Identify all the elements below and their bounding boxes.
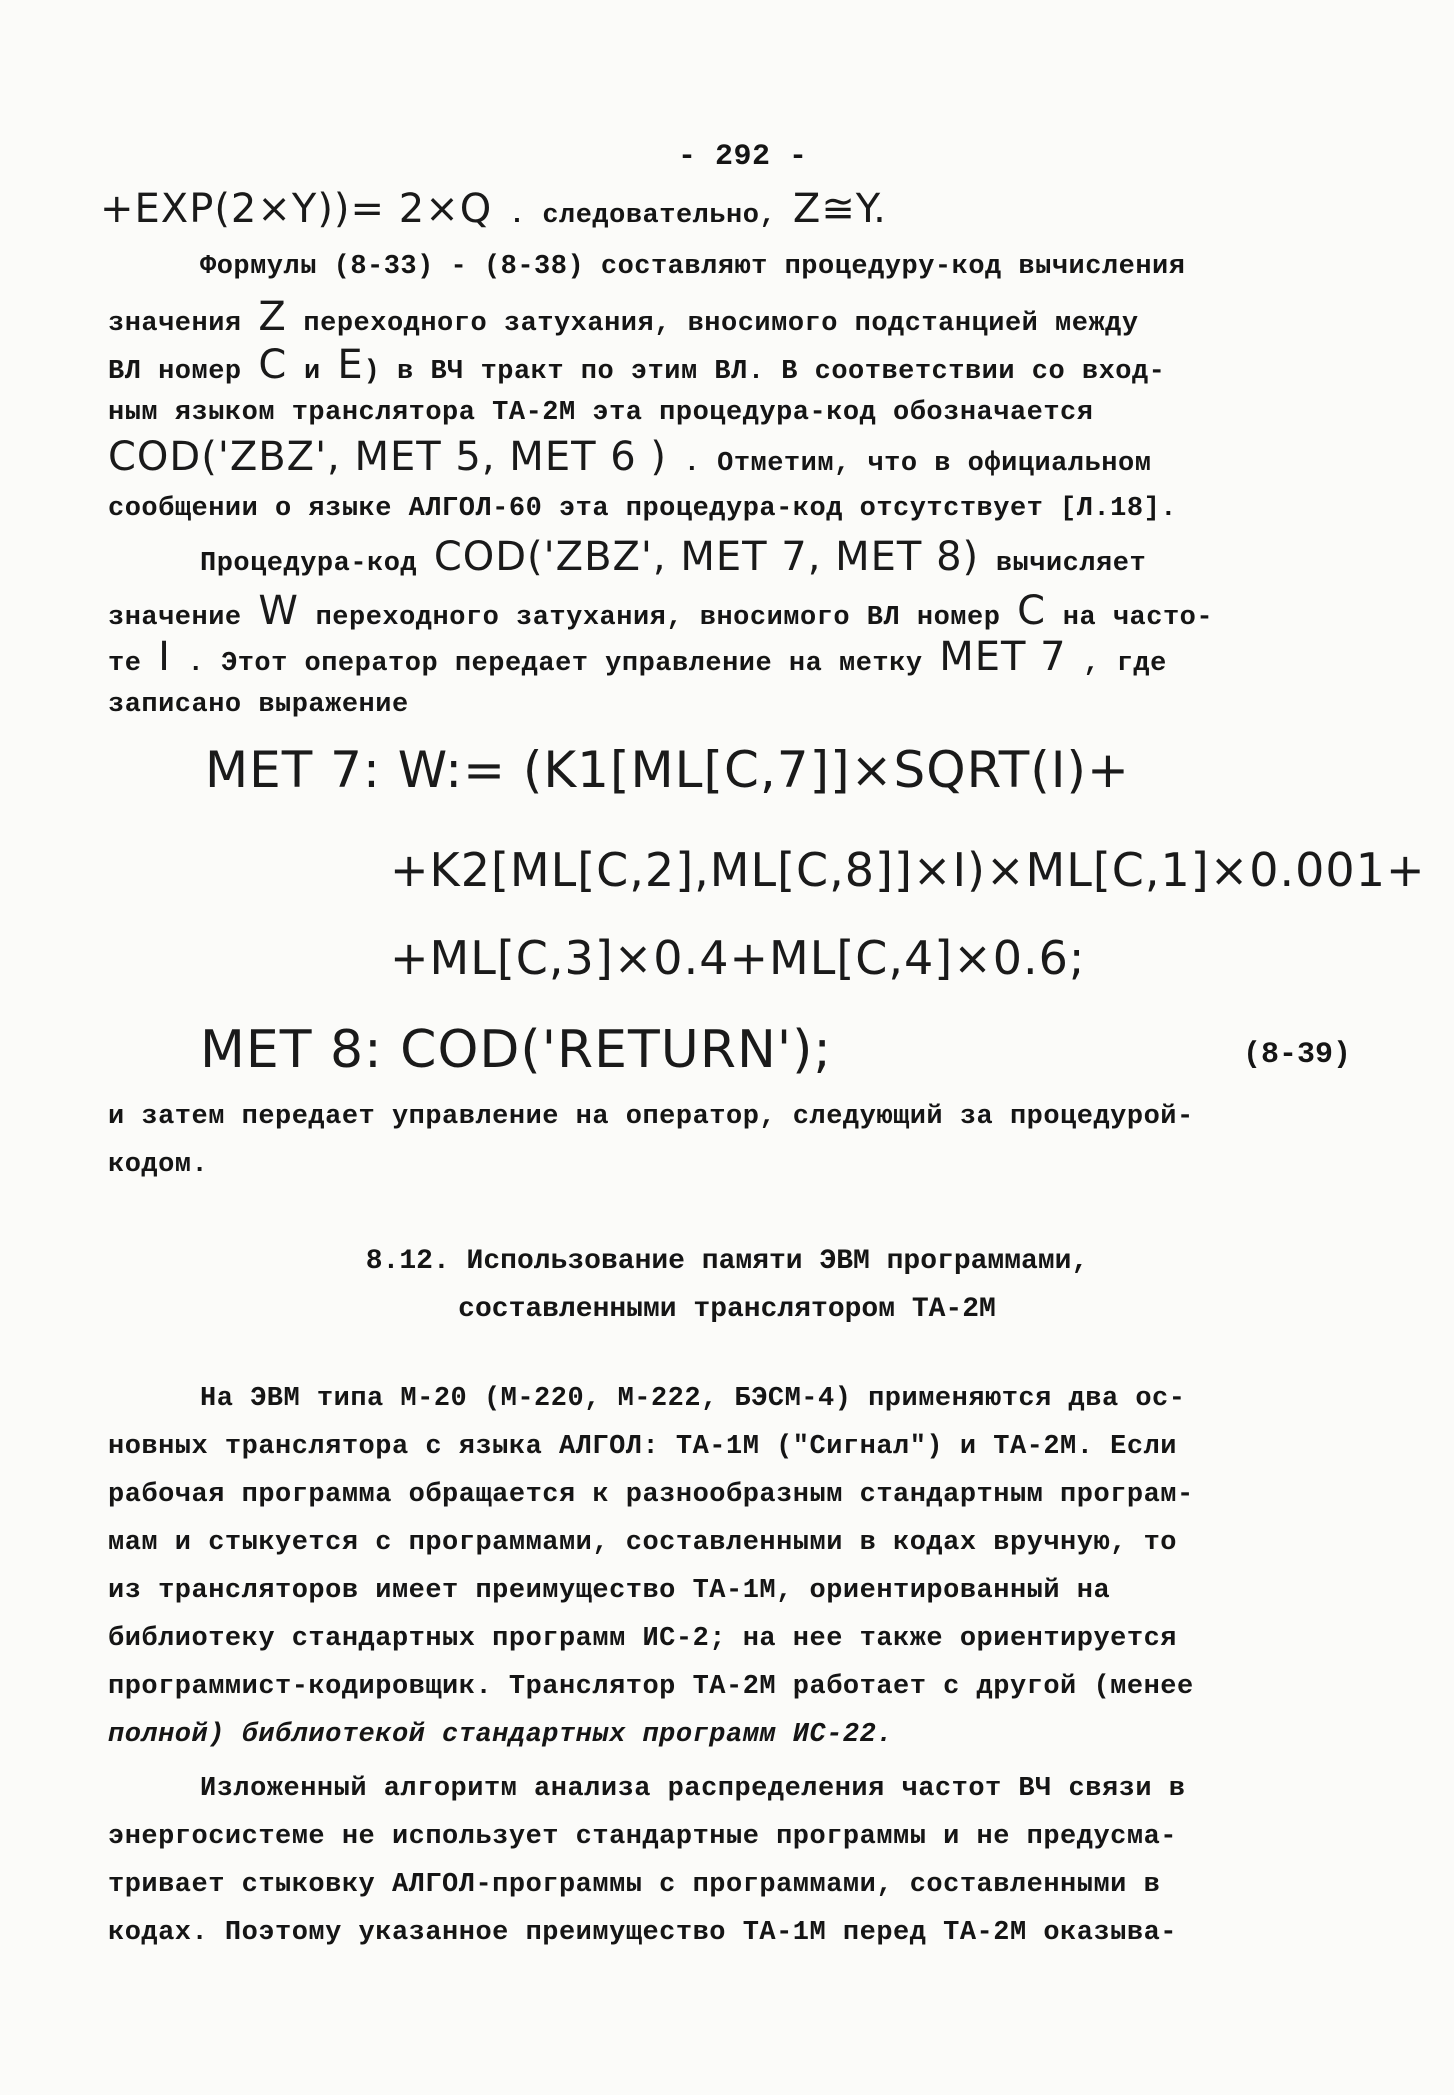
section-heading: составленными транслятором ТА-2М (458, 1294, 996, 1325)
text-line (108, 588, 1214, 635)
text-line: библиотеку стандартных программ ИС-2; на нее также ориентируется (108, 1624, 1177, 1654)
equation-line: MET 8: COD('RETURN'); (200, 1020, 832, 1080)
formula-conclusion: Z≅Y. (792, 186, 887, 232)
text-line: энергосистеме не использует стандартные программы и не предусма- (108, 1822, 1177, 1852)
text-line: кодах. Поэтому указанное преимущество ТА-1М перед ТА-2М оказыва- (108, 1918, 1177, 1948)
text-fragment: , где (1066, 649, 1167, 679)
text-fragment: вычисляет (979, 549, 1147, 579)
text-fragment: переходного затухания, вносимого ВЛ номер (298, 603, 1018, 633)
text-line: полной) библиотекой стандартных программ ИС-22. (108, 1720, 894, 1750)
text-line: новных транслятора с языка АЛГОЛ: ТА-1М ("Сигнал") и ТА-2М. Если (108, 1432, 1177, 1462)
variable-i: I (158, 634, 171, 680)
text-fragment: ) в ВЧ тракт по этим ВЛ. В соответствии со вход- (363, 357, 1166, 387)
text-fragment: . Этот оператор передает управление на метку (170, 649, 940, 679)
page-number: - 292 - (678, 140, 808, 174)
text-line (108, 294, 1139, 341)
variable-c: C (1017, 588, 1047, 634)
text-line: ным языком транслятора ТА-2М эта процедура-код обозначается (108, 398, 1094, 428)
text-line: тривает стыковку АЛГОЛ-программы с программами, составленными в (108, 1870, 1161, 1900)
text-line: записано выражение (108, 690, 409, 720)
text-line: из трансляторов имеет преимущество ТА-1М, ориентированный на (108, 1576, 1111, 1606)
text-line: и затем передает управление на оператор, следующий за процедурой- (108, 1102, 1194, 1132)
equation-line: +K2[ML[C,2],ML[C,8]]×I)×ML[C,1]×0.001+ (390, 843, 1426, 897)
variable-c: C (258, 342, 288, 388)
label-met7: MET 7 (939, 634, 1067, 680)
text-line (108, 434, 1152, 481)
text-line: Формулы (8-33) - (8-38) составляют процедуру-код вычисления (200, 252, 1186, 282)
text-line: На ЭВМ типа М-20 (М-220, М-222, БЭСМ-4) применяются два ос- (200, 1384, 1186, 1414)
text-fragment: ВЛ номер (108, 357, 259, 387)
text-fragment: на часто- (1046, 603, 1214, 633)
equation-number: (8-39) (1243, 1038, 1352, 1072)
text-line: Изложенный алгоритм анализа распределения частот ВЧ связи в (200, 1774, 1186, 1804)
text-line (200, 534, 1147, 581)
text-fragment: . Отметим, что в официальном (667, 449, 1152, 479)
text-line (108, 634, 1167, 681)
text-fragment: и (287, 357, 338, 387)
continuation-text: . следовательно, (492, 201, 793, 231)
text-line: кодом. (108, 1150, 209, 1180)
variable-e: E (337, 342, 364, 388)
text-line: программист-кодировщик. Транслятор ТА-2М работает с другой (менее (108, 1672, 1194, 1702)
equation-line: +ML[C,3]×0.4+ML[C,4]×0.6; (390, 931, 1086, 985)
equation-line: MET 7: W:= (K1[ML[C,7]]×SQRT(I)+ (205, 741, 1130, 799)
continuation-line (100, 186, 887, 233)
procedure-code: COD('ZBZ', MET 7, MET 8) (433, 534, 980, 580)
formula-fragment: +EXP(2×Y))= 2×Q (100, 186, 493, 232)
text-line: рабочая программа обращается к разнообразным стандартным програм- (108, 1480, 1194, 1510)
text-line (108, 342, 1166, 389)
variable-w: W (258, 588, 299, 634)
text-fragment: значение (108, 603, 259, 633)
text-fragment: переходного затухания, вносимого подстанцией между (286, 309, 1139, 339)
text-fragment: значения (108, 309, 259, 339)
text-fragment: те (108, 649, 159, 679)
text-line: мам и стыкуется с программами, составленными в кодах вручную, то (108, 1528, 1177, 1558)
text-fragment: Процедура-код (200, 549, 434, 579)
procedure-code: COD('ZBZ', MET 5, MET 6 ) (108, 434, 668, 480)
variable-z: Z (258, 294, 287, 340)
text-line: сообщении о языке АЛГОЛ-60 эта процедура-код отсутствует [Л.18]. (108, 494, 1177, 524)
section-heading: 8.12. Использование памяти ЭВМ программами, (365, 1246, 1089, 1277)
